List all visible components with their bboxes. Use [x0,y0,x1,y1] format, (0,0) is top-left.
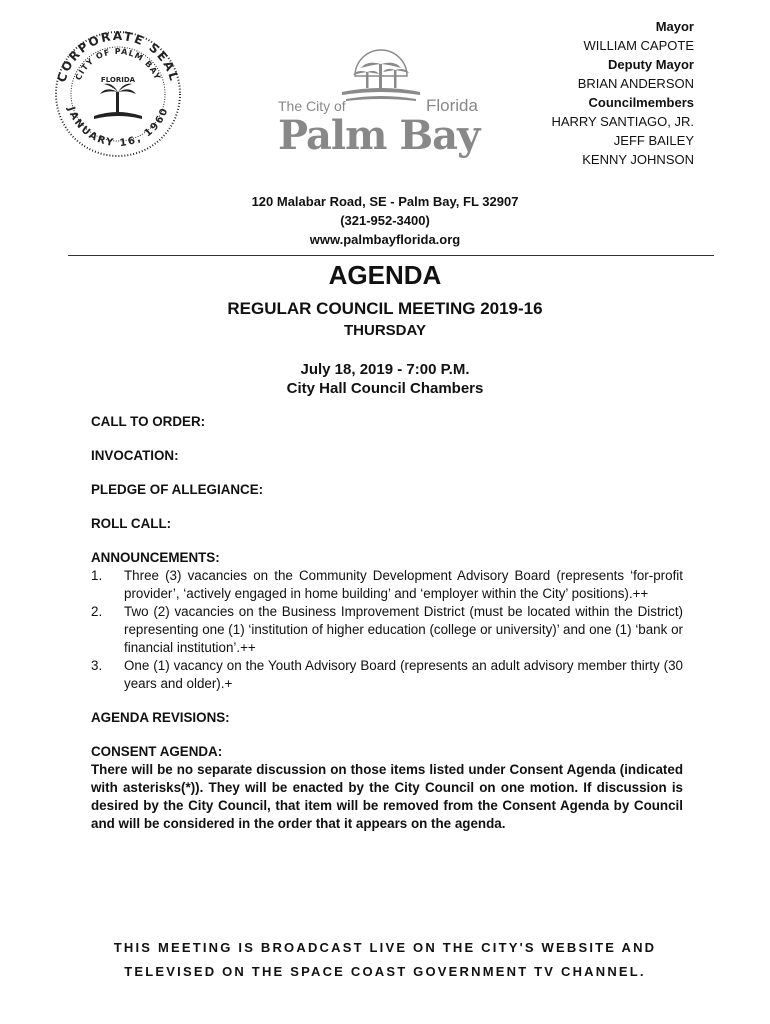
list-item-number: 1. [91,568,103,583]
councilmember-name: KENNY JOHNSON [582,152,694,167]
agenda-body [91,413,683,849]
logo-prefix: The City of [278,98,346,114]
mayor-name: WILLIAM CAPOTE [583,38,694,53]
mayor-title: Mayor [655,19,694,34]
seal-date: JANUARY 16, 1960 [65,105,172,150]
meeting-day: THURSDAY [344,322,426,339]
announcements-heading: ANNOUNCEMENTS: [91,550,220,565]
meeting-date-time: July 18, 2019 - 7:00 P.M. [300,361,470,378]
meeting-when [0,360,770,398]
phone-number: (321-952-3400) [340,213,430,228]
broadcast-notice-line1: THIS MEETING IS BROADCAST LIVE ON THE CITY'S WEBSITE AND [113,940,657,955]
meeting-location: City Hall Council Chambers [286,380,484,397]
street-address: 120 Malabar Road, SE - Palm Bay, FL 32907 [251,194,519,209]
broadcast-notice [0,936,770,984]
list-item-text: Three (3) vacancies on the Community Development Advisory Board (represents ‘for-profit provider’, ‘actively engaged in home building’ and ‘employer within the City’ positions).++ [124,568,683,601]
pledge-heading: PLEDGE OF ALLEGIANCE: [91,482,264,497]
palm-tree-icon [336,46,426,104]
list-item [91,567,683,603]
list-item-text: One (1) vacancy on the Youth Advisory Board (represents an adult advisory member thirty (30 years and older).+ [124,658,683,691]
website-link[interactable]: www.palmbayflorida.org [309,232,461,247]
seal-ring-inner: CITY OF PALM BAY [73,46,163,82]
councilmember-name: JEFF BAILEY [613,133,694,148]
deputy-mayor-title: Deputy Mayor [608,57,694,72]
deputy-mayor-name: BRIAN ANDERSON [577,76,694,91]
invocation-heading: INVOCATION: [91,448,179,463]
seal-state: FLORIDA [100,76,136,84]
list-item-text: Two (2) vacancies on the Business Improvement District (must be located within the District) representing one (1) ‘institution of higher education (college or university)’ and one (1) ‘bank or financial institution’.++ [124,604,683,655]
header-divider [68,255,714,256]
seal-ring-top: CORPORATE SEAL [54,30,182,84]
city-logo [276,46,488,164]
page-title: AGENDA [328,260,442,290]
logo-name: Palm Bay [278,112,480,159]
list-item [91,603,683,657]
roll-call-heading: ROLL CALL: [91,516,172,531]
city-seal [54,30,182,158]
broadcast-notice-line2: TELEVISED ON THE SPACE COAST GOVERNMENT TV CHANNEL. [124,964,646,979]
call-to-order-heading: CALL TO ORDER: [91,414,206,429]
meeting-heading [0,298,770,342]
consent-agenda-text: There will be no separate discussion on those items listed under Consent Agenda (indicated with asterisks(*)). They will be enacted by the City Council on one motion. If discussion is desired by the City Council, that item will be removed from the Consent Agenda by Council and will be considered in the order that it appears on the agenda. [91,762,683,831]
list-item [91,657,683,693]
list-item-number: 3. [91,658,103,673]
agenda-revisions-heading: AGENDA REVISIONS: [91,710,230,725]
councilmember-name: HARRY SANTIAGO, JR. [551,114,694,129]
address-block [0,192,770,249]
council-list [551,17,694,169]
seal-palm-icon [94,84,142,119]
logo-suffix: Florida [426,96,478,115]
meeting-name: REGULAR COUNCIL MEETING 2019-16 [227,299,543,318]
consent-agenda-heading: CONSENT AGENDA: [91,744,223,759]
list-item-number: 2. [91,604,103,619]
announcements-list [91,567,683,693]
councilmembers-title: Councilmembers [588,95,694,110]
